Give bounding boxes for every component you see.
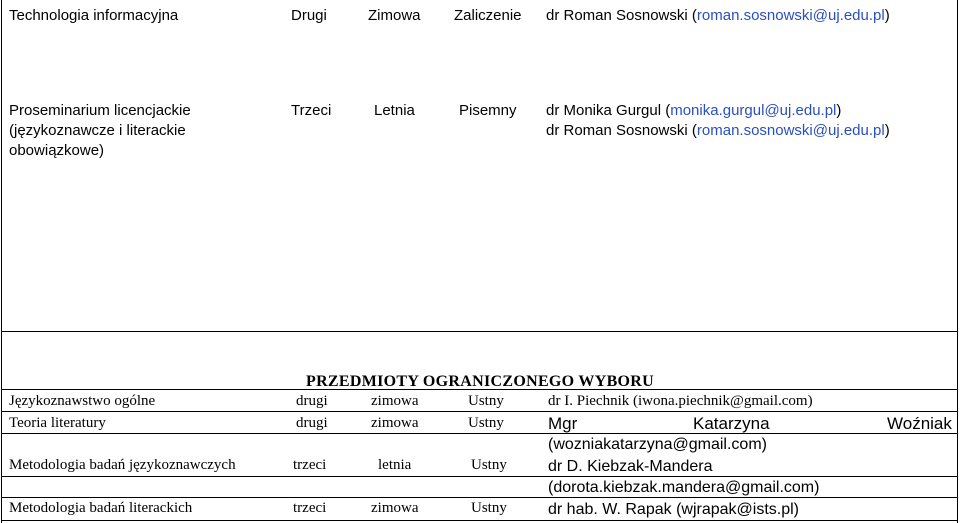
teacher-name-word: Mgr	[548, 414, 578, 433]
exam-cell: Ustny	[471, 457, 507, 473]
semester-cell: Letnia	[374, 102, 415, 119]
year-cell: trzeci	[293, 457, 327, 473]
subject-cell-line: (językoznawcze i literackie	[9, 122, 186, 139]
teacher-name: dr Roman Sosnowski (	[546, 122, 697, 139]
teacher-email: (dorota.kiebzak.mandera@gmail.com)	[548, 479, 820, 496]
teacher-cell	[546, 100, 841, 121]
year-cell: drugi	[296, 393, 328, 409]
teacher-name: dr Roman Sosnowski (	[546, 7, 697, 24]
subject-cell-line: obowiązkowe)	[9, 142, 105, 159]
semester-cell: zimowa	[371, 393, 419, 409]
exam-cell: Ustny	[468, 393, 504, 409]
teacher-suffix: )	[884, 122, 890, 139]
subject-cell: Metodologia badań literackich	[9, 500, 193, 516]
exam-cell: Ustny	[468, 415, 504, 431]
teacher-email-link[interactable]: roman.sosnowski@uj.edu.pl	[696, 122, 885, 139]
year-cell: drugi	[296, 415, 328, 431]
table-border-left	[1, 0, 2, 523]
teacher-cell	[546, 120, 890, 141]
exam-cell: Zaliczenie	[454, 7, 522, 24]
teacher-name: dr Monika Gurgul (	[546, 102, 671, 119]
subject-cell-line: Proseminarium licencjackie	[9, 102, 191, 119]
subject-cell: Technologia informacyjna	[9, 7, 179, 24]
exam-cell: Ustny	[471, 500, 507, 516]
table-row-divider	[1, 331, 958, 332]
subject-cell: Metodologia badań językoznawczych	[9, 457, 236, 473]
subject-cell: Teoria literatury	[9, 415, 106, 431]
semester-cell: letnia	[378, 457, 412, 473]
year-cell: Drugi	[291, 7, 327, 24]
year-cell: Trzeci	[291, 102, 332, 119]
year-cell: trzeci	[293, 500, 327, 516]
teacher-suffix: )	[884, 7, 890, 24]
teacher-email-link[interactable]: roman.sosnowski@uj.edu.pl	[696, 7, 885, 24]
teacher-email: (wozniakatarzyna@gmail.com)	[548, 436, 767, 453]
semester-cell: zimowa	[371, 500, 419, 516]
table-border-right	[957, 0, 958, 523]
subject-cell: Językoznawstwo ogólne	[9, 393, 156, 409]
semester-cell: Zimowa	[368, 7, 421, 24]
teacher-name: dr hab. W. Rapak (wjrapak@ists.pl)	[548, 501, 799, 518]
teacher-cell: dr I. Piechnik (iwona.piechnik@gmail.com)	[548, 393, 813, 409]
teacher-name: dr D. Kiebzak-Mandera	[548, 458, 713, 475]
teacher-cell	[546, 5, 890, 26]
table-border-bottom	[1, 520, 958, 521]
teacher-email-link[interactable]: monika.gurgul@uj.edu.pl	[670, 102, 837, 119]
exam-cell: Pisemny	[459, 102, 517, 119]
semester-cell: zimowa	[371, 415, 419, 431]
teacher-name-word: Woźniak	[887, 414, 952, 433]
teacher-name-word: Katarzyna	[693, 414, 770, 433]
section-heading: PRZEDMIOTY OGRANICZONEGO WYBORU	[306, 373, 654, 390]
teacher-suffix: )	[836, 102, 842, 119]
